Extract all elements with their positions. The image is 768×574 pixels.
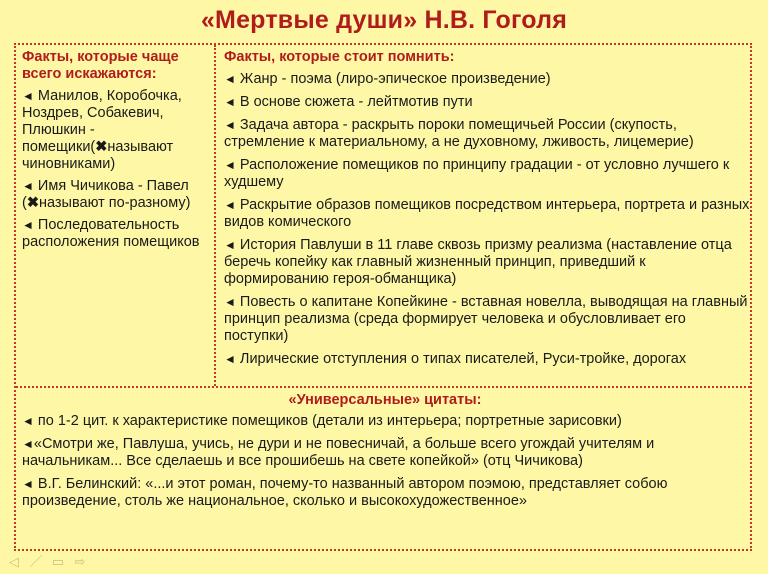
next-slide-icon[interactable]: ⇨ [74,554,86,569]
arrow-marker-icon: ◄ [224,95,236,109]
list-item: ◄ В основе сюжета - лейтмотив пути [224,94,473,110]
arrow-marker-icon: ◄ [224,158,236,172]
list-item: ◄ Задача автора - раскрыть пороки помещичьей России (скупость, стремление к материальному, а не духовному, лживость, лицемерие) [224,117,694,150]
column-divider [214,45,216,386]
list-item: ◄ Манилов, Коробочка, Ноздрев, Собакевич, Плюшкин - помещики(✖называют чиновниками) [22,88,182,172]
arrow-marker-icon: ◄ [224,198,236,212]
arrow-marker-icon: ◄ [22,477,34,491]
list-item: ◄ Лирические отступления о типах писателей, Руси-тройке, дорогах [224,351,687,367]
row-divider [16,386,750,388]
universal-quotes-heading: «Универсальные» цитаты: [288,392,482,408]
distorted-facts-column [22,49,212,256]
pen-icon[interactable]: ／ [29,554,43,569]
list-item: ◄ по 1-2 цит. к характеристике помещиков (детали из интерьера; портретные зарисовки) [22,413,622,429]
arrow-marker-icon: ◄ [224,72,236,86]
arrow-marker-icon: ◄ [224,238,236,252]
slide-title: «Мертвые души» Н.В. Гоголя [200,6,568,34]
arrow-marker-icon: ◄ [224,295,236,309]
arrow-marker-icon: ◄ [22,218,34,232]
list-item: ◄ Жанр - поэма (лиро-эпическое произведение) [224,71,551,87]
arrow-marker-icon: ◄ [22,179,34,193]
list-item: ◄ В.Г. Белинский: «...и этот роман, почему-то названный автором поэмою, представляет собою произведение, столь же национальное, сколько и высокохудожественное» [22,476,668,509]
list-item: ◄ Последовательность расположения помещиков [22,217,200,250]
arrow-marker-icon: ◄ [224,118,236,132]
universal-quotes-section [22,392,748,516]
list-item: ◄ Повесть о капитане Копейкине - вставная новелла, выводящая на главный принцип реализма (среда формирует человека и обусловливает его поступки) [224,294,748,344]
arrow-marker-icon: ◄ [22,437,34,451]
list-item: ◄ История Павлуши в 11 главе сквозь призму реализма (наставление отца беречь копейку как главный жизненный принцип, приведший к формированию героя-обманщика) [224,237,732,287]
previous-slide-icon[interactable]: ◁ [9,554,19,569]
slide-navigation [6,554,88,570]
menu-icon[interactable]: ▭ [51,554,65,569]
list-item: ◄ Раскрытие образов помещиков посредством интерьера, портрета и разных видов комического [224,197,750,230]
cross-icon: ✖ [95,139,108,155]
list-item: ◄ Имя Чичикова - Павел (✖называют по-разному) [22,178,191,211]
arrow-marker-icon: ◄ [22,89,34,103]
remember-facts-heading: Факты, которые стоит помнить: [224,49,455,65]
list-item: ◄ Расположение помещиков по принципу градации - от условно лучшего к худшему [224,157,730,190]
list-item: ◄«Смотри же, Павлуша, учись, не дури и не повесничай, а больше всего угождай учителям и начальникам... Все сделаешь и все прошибешь на свете копейкой» (отц Чичикова) [22,436,655,469]
cross-icon: ✖ [26,195,39,211]
arrow-marker-icon: ◄ [224,352,236,366]
remember-facts-column [224,49,752,374]
content-table [14,43,752,551]
arrow-marker-icon: ◄ [22,414,34,428]
distorted-facts-heading: Факты, которые чаще всего искажаются: [22,49,179,82]
